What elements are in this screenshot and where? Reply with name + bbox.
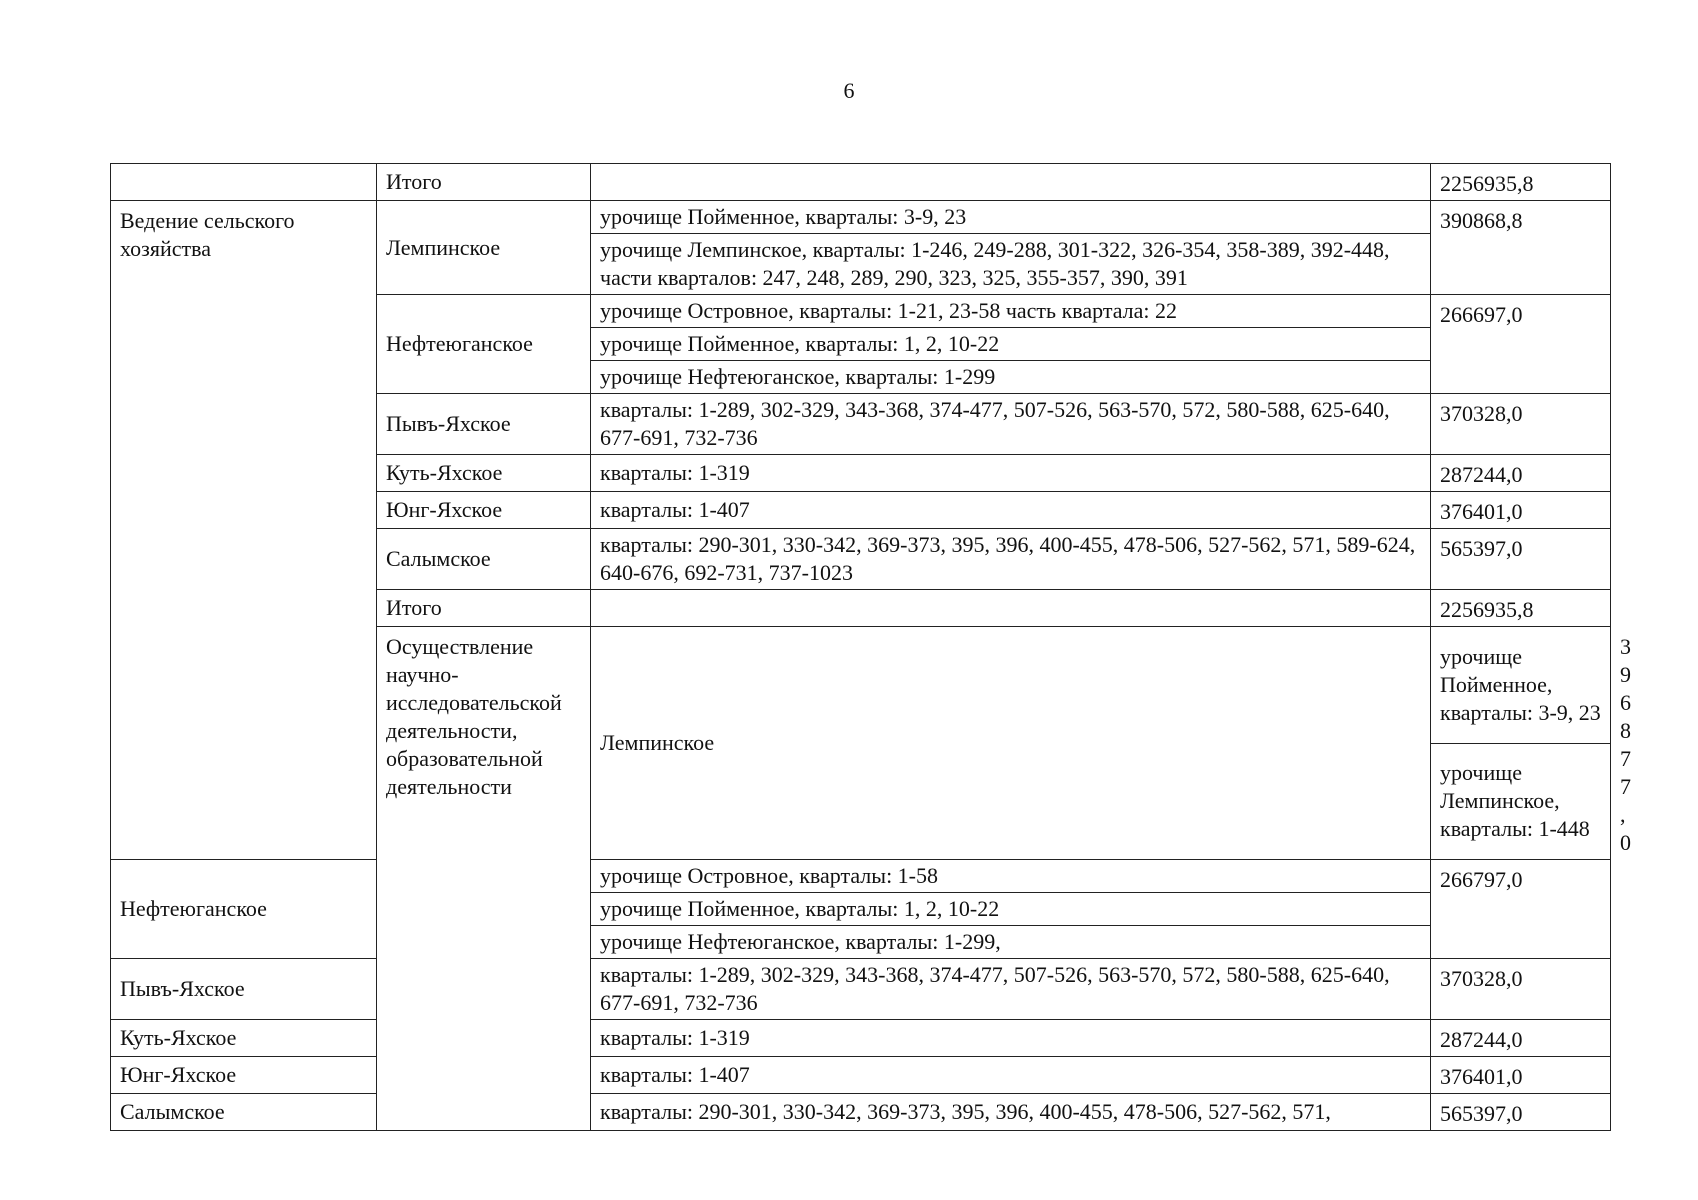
- area-cell: 266697,0: [1431, 295, 1611, 394]
- area-cell: 370328,0: [1431, 959, 1611, 1020]
- location-cell: кварталы: 1-407: [591, 492, 1431, 529]
- area-cell: 565397,0: [1431, 1094, 1611, 1131]
- location-cell-empty: [591, 164, 1431, 201]
- location-cell: урочище Островное, кварталы: 1-21, 23-58 часть квартала: 22: [591, 295, 1431, 328]
- location-cell: урочище Островное, кварталы: 1-58: [591, 860, 1431, 893]
- location-cell: урочище Лемпинское, кварталы: 1-246, 249-288, 301-322, 326-354, 358-389, 392-448, части кварталов: 247, 248, 289, 290, 323, 325, 355-357, 390, 391: [591, 234, 1431, 295]
- area-cell: 565397,0: [1431, 529, 1611, 590]
- total-label: Итого: [377, 590, 591, 627]
- forestry-cell: Салымское: [377, 529, 591, 590]
- table-row-top-total: [111, 164, 1611, 201]
- location-cell: урочище Лемпинское, кварталы: 1-448: [1431, 743, 1611, 860]
- location-cell: кварталы: 1-319: [591, 455, 1431, 492]
- location-cell: кварталы: 1-289, 302-329, 343-368, 374-477, 507-526, 563-570, 572, 580-588, 625-640, 677-691, 732-736: [591, 959, 1431, 1020]
- forestry-cell: Юнг-Яхское: [111, 1057, 377, 1094]
- forestry-cell: Пывъ-Яхское: [111, 959, 377, 1020]
- forestry-cell: Куть-Яхское: [111, 1020, 377, 1057]
- location-cell: урочище Нефтеюганское, кварталы: 1-299: [591, 361, 1431, 394]
- area-cell: 266797,0: [1431, 860, 1611, 959]
- table-row: [111, 201, 1611, 234]
- purpose-cell: Ведение сельского хозяйства: [111, 201, 377, 860]
- location-cell: урочище Пойменное, кварталы: 3-9, 23: [1431, 627, 1611, 744]
- forestry-cell: Куть-Яхское: [377, 455, 591, 492]
- forestry-cell: Юнг-Яхское: [377, 492, 591, 529]
- location-cell: кварталы: 1-319: [591, 1020, 1431, 1057]
- location-cell-empty: [591, 590, 1431, 627]
- table-row: [111, 1094, 1611, 1131]
- purpose-cell-empty: [111, 164, 377, 201]
- forestry-cell: Нефтеюганское: [377, 295, 591, 394]
- location-cell: урочище Пойменное, кварталы: 1, 2, 10-22: [591, 893, 1431, 926]
- total-label: Итого: [377, 164, 591, 201]
- forestry-cell: Лемпинское: [377, 201, 591, 295]
- area-cell: 376401,0: [1431, 492, 1611, 529]
- location-cell: урочище Нефтеюганское, кварталы: 1-299,: [591, 926, 1431, 959]
- total-area: 2256935,8: [1431, 164, 1611, 201]
- table-row: [111, 959, 1611, 1020]
- table-row: [111, 1020, 1611, 1057]
- location-cell: кварталы: 1-407: [591, 1057, 1431, 1094]
- location-cell: кварталы: 1-289, 302-329, 343-368, 374-477, 507-526, 563-570, 572, 580-588, 625-640, 677-691, 732-736: [591, 394, 1431, 455]
- forestry-cell: Нефтеюганское: [111, 860, 377, 959]
- location-cell: урочище Пойменное, кварталы: 1, 2, 10-22: [591, 328, 1431, 361]
- forestry-cell: Лемпинское: [591, 627, 1431, 860]
- page-number: 6: [843, 78, 855, 103]
- location-cell: кварталы: 290-301, 330-342, 369-373, 395, 396, 400-455, 478-506, 527-562, 571,: [591, 1094, 1431, 1131]
- area-cell: 390868,8: [1431, 201, 1611, 295]
- table-row: Осуществление научно-исследовательской деятельности, образовательной деятельности Лемпинское урочище Пойменное, кварталы: 3-9, 23 396877,0: [111, 627, 1611, 744]
- area-cell: 287244,0: [1431, 455, 1611, 492]
- area-cell: 370328,0: [1431, 394, 1611, 455]
- area-cell: 376401,0: [1431, 1057, 1611, 1094]
- forestry-cell: Пывъ-Яхское: [377, 394, 591, 455]
- forestry-cell: Салымское: [111, 1094, 377, 1131]
- purpose-cell: Осуществление научно-исследовательской деятельности, образовательной деятельности: [377, 627, 591, 1131]
- location-cell: урочище Пойменное, кварталы: 3-9, 23: [591, 201, 1431, 234]
- area-cell: 287244,0: [1431, 1020, 1611, 1057]
- table-row: [111, 860, 1611, 893]
- location-cell: кварталы: 290-301, 330-342, 369-373, 395, 396, 400-455, 478-506, 527-562, 571, 589-624, 640-676, 692-731, 737-1023: [591, 529, 1431, 590]
- total-area: 2256935,8: [1431, 590, 1611, 627]
- table-row: [111, 1057, 1611, 1094]
- forest-area-table: [110, 163, 1631, 1131]
